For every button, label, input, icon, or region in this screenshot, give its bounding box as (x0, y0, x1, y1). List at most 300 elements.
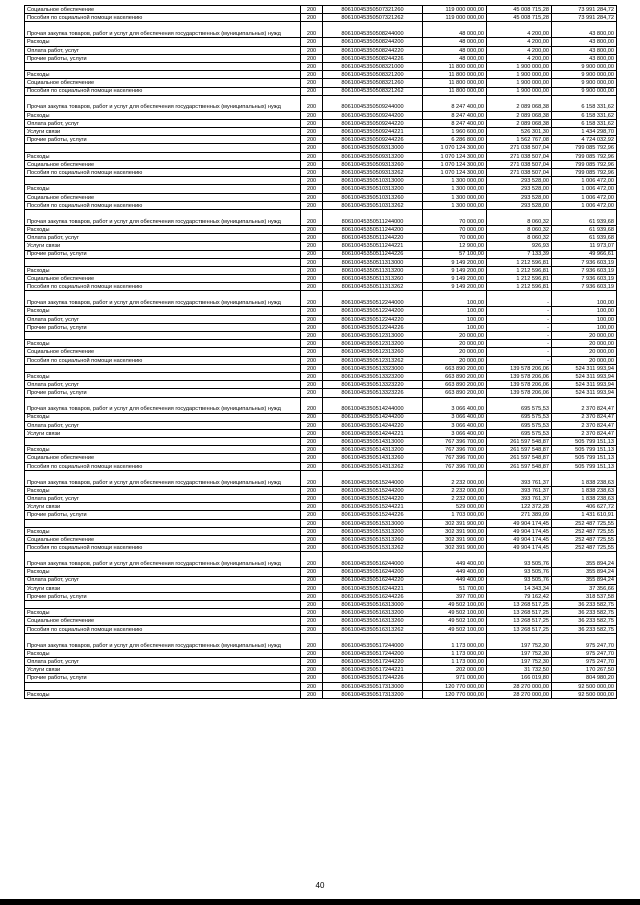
table-row (25, 658, 617, 666)
line-item-name (25, 144, 301, 152)
line-code: 200 (301, 128, 323, 136)
budget-classification-code: 80610045350508321262 (323, 87, 423, 95)
line-item-name: Оплата работ, услуг (25, 381, 301, 389)
budget-classification-code: 80610045350510313200 (323, 185, 423, 193)
budget-classification-code: 80610045350508244200 (323, 38, 423, 46)
budget-classification-code: 80610045350514313200 (323, 446, 423, 454)
line-code: 200 (301, 323, 323, 331)
unexecuted-amount: 4 724 032,92 (552, 136, 617, 144)
executed-amount: 293 528,00 (487, 185, 552, 193)
approved-amount: 70 000,00 (423, 209, 487, 225)
unexecuted-amount: 252 487 725,55 (552, 527, 617, 535)
line-item-name: Оплата работ, услуг (25, 46, 301, 54)
line-item-name (25, 601, 301, 609)
approved-amount: 1 703 000,00 (423, 511, 487, 519)
line-code: 200 (301, 144, 323, 152)
budget-classification-code: 80610045350517244200 (323, 649, 423, 657)
line-item-name: Пособия по социальной помощи населению (25, 625, 301, 633)
line-item-name: Услуги связи (25, 503, 301, 511)
executed-amount: 393 761,37 (487, 495, 552, 503)
budget-classification-code: 80610045350508321000 (323, 62, 423, 70)
unexecuted-amount: 92 500 000,00 (552, 682, 617, 690)
budget-classification-code: 80610045350514244000 (323, 397, 423, 413)
approved-amount: 48 000,00 (423, 46, 487, 54)
approved-amount: 12 900,00 (423, 242, 487, 250)
unexecuted-amount: 2 370 824,47 (552, 397, 617, 413)
page-number: 40 (315, 881, 325, 890)
budget-classification-code: 80610045350511313262 (323, 283, 423, 291)
line-code: 200 (301, 601, 323, 609)
line-code: 200 (301, 658, 323, 666)
unexecuted-amount: 355 894,24 (552, 576, 617, 584)
line-code: 200 (301, 160, 323, 168)
unexecuted-amount: 2 370 824,47 (552, 429, 617, 437)
line-item-name: Оплата работ, услуг (25, 421, 301, 429)
budget-classification-code: 80610045350507321262 (323, 14, 423, 22)
approved-amount: 397 700,00 (423, 592, 487, 600)
line-code: 200 (301, 527, 323, 535)
approved-amount: 11 800 000,00 (423, 62, 487, 70)
table-row (25, 71, 617, 79)
table-row (25, 79, 617, 87)
executed-amount: 49 904 174,45 (487, 544, 552, 552)
line-item-name: Расходы (25, 609, 301, 617)
line-code: 200 (301, 535, 323, 543)
budget-classification-code: 80610045350511313260 (323, 275, 423, 283)
budget-classification-code: 80610045350509244221 (323, 128, 423, 136)
budget-classification-code: 80610045350511244200 (323, 225, 423, 233)
executed-amount: 695 575,53 (487, 413, 552, 421)
unexecuted-amount: 43 800,00 (552, 54, 617, 62)
line-code: 200 (301, 625, 323, 633)
line-item-name: Прочая закупка товаров, работ и услуг для обеспечения государственных (муниципальных) нужд (25, 470, 301, 486)
line-item-name: Расходы (25, 568, 301, 576)
unexecuted-amount: 100,00 (552, 323, 617, 331)
table-row (25, 315, 617, 323)
table-row (25, 364, 617, 372)
approved-amount: 1 300 000,00 (423, 185, 487, 193)
budget-classification-code: 80610045350512244220 (323, 315, 423, 323)
line-code: 200 (301, 649, 323, 657)
executed-amount: 1 212 596,81 (487, 258, 552, 266)
approved-amount: 1 173 000,00 (423, 633, 487, 649)
approved-amount: 48 000,00 (423, 22, 487, 38)
line-item-name: Социальное обеспечение (25, 617, 301, 625)
budget-classification-code: 80610045350509244220 (323, 119, 423, 127)
approved-amount: 8 247 400,00 (423, 95, 487, 111)
executed-amount: 49 904 174,45 (487, 535, 552, 543)
approved-amount: 449 400,00 (423, 552, 487, 568)
budget-classification-code: 80610045350513323000 (323, 364, 423, 372)
approved-amount: 20 000,00 (423, 348, 487, 356)
executed-amount: 1 900 000,00 (487, 71, 552, 79)
unexecuted-amount: 43 800,00 (552, 46, 617, 54)
line-code: 200 (301, 568, 323, 576)
line-item-name: Социальное обеспечение (25, 454, 301, 462)
budget-classification-code: 80610045350516313260 (323, 617, 423, 625)
unexecuted-amount: 7 936 603,19 (552, 258, 617, 266)
table-row (25, 666, 617, 674)
table-row (25, 438, 617, 446)
unexecuted-amount: 318 537,58 (552, 592, 617, 600)
line-item-name: Прочие работы, услуги (25, 592, 301, 600)
executed-amount: - (487, 332, 552, 340)
approved-amount: 663 890 200,00 (423, 364, 487, 372)
unexecuted-amount: 1 006 472,00 (552, 193, 617, 201)
line-item-name (25, 682, 301, 690)
executed-amount: 139 578 206,06 (487, 372, 552, 380)
line-item-name: Прочие работы, услуги (25, 54, 301, 62)
approved-amount: 302 391 900,00 (423, 527, 487, 535)
table-row (25, 54, 617, 62)
line-code: 200 (301, 495, 323, 503)
approved-amount: 70 000,00 (423, 234, 487, 242)
unexecuted-amount: 1 838 238,63 (552, 486, 617, 494)
line-item-name: Расходы (25, 340, 301, 348)
unexecuted-amount: 799 085 792,96 (552, 169, 617, 177)
budget-classification-code: 80610045350515244226 (323, 511, 423, 519)
unexecuted-amount: 252 487 725,55 (552, 535, 617, 543)
unexecuted-amount: 7 936 603,19 (552, 275, 617, 283)
approved-amount: 663 890 200,00 (423, 381, 487, 389)
unexecuted-amount: 20 000,00 (552, 356, 617, 364)
executed-amount: 139 578 206,06 (487, 389, 552, 397)
table-row (25, 592, 617, 600)
budget-classification-code: 80610045350511313200 (323, 266, 423, 274)
line-code: 200 (301, 315, 323, 323)
table-row (25, 682, 617, 690)
budget-classification-code: 80610045350511244220 (323, 234, 423, 242)
line-item-name: Расходы (25, 307, 301, 315)
approved-amount: 3 066 400,00 (423, 429, 487, 437)
unexecuted-amount: 9 900 000,00 (552, 71, 617, 79)
table-row (25, 250, 617, 258)
line-item-name: Расходы (25, 266, 301, 274)
executed-amount: 7 133,39 (487, 250, 552, 258)
line-code: 200 (301, 38, 323, 46)
line-code: 200 (301, 275, 323, 283)
executed-amount: - (487, 307, 552, 315)
table-body (25, 6, 617, 699)
table-row (25, 234, 617, 242)
executed-amount: 926,93 (487, 242, 552, 250)
unexecuted-amount: 61 939,68 (552, 225, 617, 233)
table-row (25, 266, 617, 274)
budget-classification-code: 80610045350514313000 (323, 438, 423, 446)
executed-amount: 293 528,00 (487, 201, 552, 209)
budget-classification-code: 80610045350515244221 (323, 503, 423, 511)
unexecuted-amount: 1 006 472,00 (552, 177, 617, 185)
table-row (25, 552, 617, 568)
unexecuted-amount: 1 006 472,00 (552, 185, 617, 193)
executed-amount: - (487, 291, 552, 307)
unexecuted-amount: 20 000,00 (552, 340, 617, 348)
line-item-name: Расходы (25, 486, 301, 494)
executed-amount: 271 038 507,04 (487, 169, 552, 177)
table-row (25, 177, 617, 185)
line-code: 200 (301, 511, 323, 519)
table-row (25, 576, 617, 584)
unexecuted-amount: 7 936 603,19 (552, 266, 617, 274)
line-item-name: Социальное обеспечение (25, 275, 301, 283)
executed-amount: 1 900 000,00 (487, 87, 552, 95)
approved-amount: 49 502 100,00 (423, 625, 487, 633)
approved-amount: 202 000,00 (423, 666, 487, 674)
table-row (25, 169, 617, 177)
budget-classification-code: 80610045350514244220 (323, 421, 423, 429)
line-item-name: Прочие работы, услуги (25, 323, 301, 331)
approved-amount: 3 066 400,00 (423, 413, 487, 421)
approved-amount: 100,00 (423, 307, 487, 315)
approved-amount: 20 000,00 (423, 332, 487, 340)
executed-amount: 93 505,76 (487, 576, 552, 584)
table-row (25, 511, 617, 519)
line-code: 200 (301, 609, 323, 617)
budget-classification-code: 80610045350516244200 (323, 568, 423, 576)
approved-amount: 49 502 100,00 (423, 609, 487, 617)
executed-amount: 13 268 517,25 (487, 609, 552, 617)
line-code: 200 (301, 340, 323, 348)
budget-table-page (24, 5, 616, 699)
executed-amount: 1 212 596,81 (487, 266, 552, 274)
budget-classification-code: 80610045350512244200 (323, 307, 423, 315)
line-item-name: Расходы (25, 111, 301, 119)
line-item-name (25, 364, 301, 372)
executed-amount: 4 200,00 (487, 54, 552, 62)
line-code: 200 (301, 119, 323, 127)
line-item-name: Пособия по социальной помощи населению (25, 462, 301, 470)
unexecuted-amount: 2 370 824,47 (552, 421, 617, 429)
budget-classification-code: 80610045350517244221 (323, 666, 423, 674)
table-row (25, 332, 617, 340)
executed-amount: 13 268 517,25 (487, 625, 552, 633)
approved-amount: 767 396 700,00 (423, 438, 487, 446)
executed-amount: - (487, 323, 552, 331)
budget-classification-code: 80610045350515313262 (323, 544, 423, 552)
line-code: 200 (301, 22, 323, 38)
table-row (25, 128, 617, 136)
approved-amount: 529 000,00 (423, 503, 487, 511)
table-row (25, 470, 617, 486)
line-item-name: Прочая закупка товаров, работ и услуг для обеспечения государственных (муниципальных) нужд (25, 291, 301, 307)
approved-amount: 119 000 000,00 (423, 14, 487, 22)
unexecuted-amount: 975 247,70 (552, 633, 617, 649)
budget-classification-code: 80610045350516313262 (323, 625, 423, 633)
budget-classification-code: 80610045350513323220 (323, 381, 423, 389)
executed-amount: 79 162,42 (487, 592, 552, 600)
line-item-name: Расходы (25, 446, 301, 454)
line-code: 200 (301, 372, 323, 380)
line-code: 200 (301, 79, 323, 87)
budget-classification-code: 80610045350508321260 (323, 79, 423, 87)
budget-classification-code: 80610045350517313000 (323, 682, 423, 690)
unexecuted-amount: 406 627,72 (552, 503, 617, 511)
approved-amount: 8 247 400,00 (423, 119, 487, 127)
line-code: 200 (301, 519, 323, 527)
line-item-name: Прочая закупка товаров, работ и услуг для обеспечения государственных (муниципальных) нужд (25, 209, 301, 225)
line-code: 200 (301, 454, 323, 462)
unexecuted-amount: 1 431 610,91 (552, 511, 617, 519)
executed-amount: 261 597 548,87 (487, 454, 552, 462)
line-code: 200 (301, 332, 323, 340)
line-item-name: Расходы (25, 527, 301, 535)
budget-classification-code: 80610045350512244000 (323, 291, 423, 307)
line-item-name: Расходы (25, 690, 301, 698)
table-row (25, 283, 617, 291)
approved-amount: 1 070 124 300,00 (423, 152, 487, 160)
executed-amount: 166 019,80 (487, 674, 552, 682)
table-row (25, 111, 617, 119)
executed-amount: 271 038 507,04 (487, 144, 552, 152)
approved-amount: 2 232 000,00 (423, 486, 487, 494)
table-row (25, 307, 617, 315)
approved-amount: 100,00 (423, 291, 487, 307)
budget-classification-code: 80610045350511244221 (323, 242, 423, 250)
unexecuted-amount: 355 894,24 (552, 568, 617, 576)
line-item-name: Оплата работ, услуг (25, 315, 301, 323)
table-row (25, 674, 617, 682)
budget-classification-code: 80610045350514244200 (323, 413, 423, 421)
line-code: 200 (301, 584, 323, 592)
line-code: 200 (301, 364, 323, 372)
executed-amount: - (487, 315, 552, 323)
budget-classification-code: 80610045350509313000 (323, 144, 423, 152)
table-row (25, 446, 617, 454)
line-item-name: Прочая закупка товаров, работ и услуг для обеспечения государственных (муниципальных) нужд (25, 22, 301, 38)
line-code: 200 (301, 152, 323, 160)
budget-classification-code: 80610045350517244000 (323, 633, 423, 649)
table-row (25, 625, 617, 633)
table-row (25, 38, 617, 46)
budget-classification-code: 80610045350515313000 (323, 519, 423, 527)
approved-amount: 767 396 700,00 (423, 454, 487, 462)
line-code: 200 (301, 503, 323, 511)
table-row (25, 609, 617, 617)
line-code: 200 (301, 381, 323, 389)
table-row (25, 356, 617, 364)
executed-amount: 695 575,53 (487, 429, 552, 437)
executed-amount: 4 200,00 (487, 22, 552, 38)
budget-classification-code: 80610045350509313200 (323, 152, 423, 160)
budget-classification-code: 80610045350516244220 (323, 576, 423, 584)
table-row (25, 519, 617, 527)
budget-classification-code: 80610045350510313000 (323, 177, 423, 185)
budget-classification-code: 80610045350508244226 (323, 54, 423, 62)
budget-classification-code: 80610045350508244000 (323, 22, 423, 38)
executed-amount: 695 575,53 (487, 397, 552, 413)
approved-amount: 1 960 600,00 (423, 128, 487, 136)
line-code: 200 (301, 592, 323, 600)
executed-amount: 122 372,28 (487, 503, 552, 511)
line-item-name (25, 519, 301, 527)
unexecuted-amount: 975 247,70 (552, 658, 617, 666)
executed-amount: 261 597 548,87 (487, 438, 552, 446)
executed-amount: 526 301,30 (487, 128, 552, 136)
line-code: 200 (301, 438, 323, 446)
approved-amount: 767 396 700,00 (423, 446, 487, 454)
table-row (25, 323, 617, 331)
table-row (25, 340, 617, 348)
line-item-name: Прочие работы, услуги (25, 674, 301, 682)
line-item-name (25, 258, 301, 266)
unexecuted-amount: 36 233 582,75 (552, 609, 617, 617)
line-item-name: Прочая закупка товаров, работ и услуг для обеспечения государственных (муниципальных) нужд (25, 552, 301, 568)
executed-amount: 271 389,09 (487, 511, 552, 519)
table-row (25, 46, 617, 54)
executed-amount: 93 505,76 (487, 568, 552, 576)
unexecuted-amount: 73 991 284,72 (552, 6, 617, 14)
approved-amount: 120 770 000,00 (423, 690, 487, 698)
approved-amount: 100,00 (423, 323, 487, 331)
executed-amount: 2 089 068,38 (487, 119, 552, 127)
unexecuted-amount: 505 799 151,13 (552, 446, 617, 454)
approved-amount: 3 066 400,00 (423, 397, 487, 413)
approved-amount: 1 070 124 300,00 (423, 144, 487, 152)
executed-amount: 45 008 715,28 (487, 14, 552, 22)
line-code: 200 (301, 552, 323, 568)
budget-classification-code: 80610045350512313200 (323, 340, 423, 348)
executed-amount: 1 212 596,81 (487, 283, 552, 291)
line-item-name (25, 332, 301, 340)
line-code: 200 (301, 14, 323, 22)
budget-classification-code: 80610045350514313260 (323, 454, 423, 462)
line-item-name: Пособия по социальной помощи населению (25, 544, 301, 552)
table-row (25, 389, 617, 397)
executed-amount: 14 343,34 (487, 584, 552, 592)
executed-amount: 13 268 517,25 (487, 601, 552, 609)
budget-classification-code: 80610045350515244000 (323, 470, 423, 486)
line-item-name: Расходы (25, 372, 301, 380)
table-row (25, 6, 617, 14)
budget-classification-code: 80610045350509244200 (323, 111, 423, 119)
unexecuted-amount: 49 966,61 (552, 250, 617, 258)
table-row (25, 495, 617, 503)
executed-amount: 393 761,37 (487, 486, 552, 494)
table-row (25, 601, 617, 609)
budget-execution-table (24, 5, 617, 699)
line-code: 200 (301, 348, 323, 356)
executed-amount: 49 904 174,45 (487, 519, 552, 527)
line-code: 200 (301, 185, 323, 193)
unexecuted-amount: 252 487 725,55 (552, 519, 617, 527)
line-item-name: Оплата работ, услуг (25, 576, 301, 584)
budget-classification-code: 80610045350509313260 (323, 160, 423, 168)
line-item-name: Социальное обеспечение (25, 79, 301, 87)
executed-amount: 139 578 206,06 (487, 381, 552, 389)
executed-amount: 1 212 596,81 (487, 275, 552, 283)
unexecuted-amount: 7 936 603,19 (552, 283, 617, 291)
unexecuted-amount: 799 085 792,96 (552, 160, 617, 168)
approved-amount: 6 286 800,00 (423, 136, 487, 144)
unexecuted-amount: 975 247,70 (552, 649, 617, 657)
line-code: 200 (301, 54, 323, 62)
line-item-name: Услуги связи (25, 666, 301, 674)
executed-amount: - (487, 340, 552, 348)
budget-classification-code: 80610045350514313262 (323, 462, 423, 470)
approved-amount: 48 000,00 (423, 38, 487, 46)
table-row (25, 242, 617, 250)
unexecuted-amount: 61 939,68 (552, 234, 617, 242)
line-code: 200 (301, 6, 323, 14)
unexecuted-amount: 524 311 993,94 (552, 372, 617, 380)
approved-amount: 48 000,00 (423, 54, 487, 62)
approved-amount: 302 391 900,00 (423, 535, 487, 543)
table-row (25, 649, 617, 657)
executed-amount: - (487, 348, 552, 356)
line-code: 200 (301, 242, 323, 250)
executed-amount: 4 200,00 (487, 38, 552, 46)
budget-classification-code: 80610045350512313000 (323, 332, 423, 340)
